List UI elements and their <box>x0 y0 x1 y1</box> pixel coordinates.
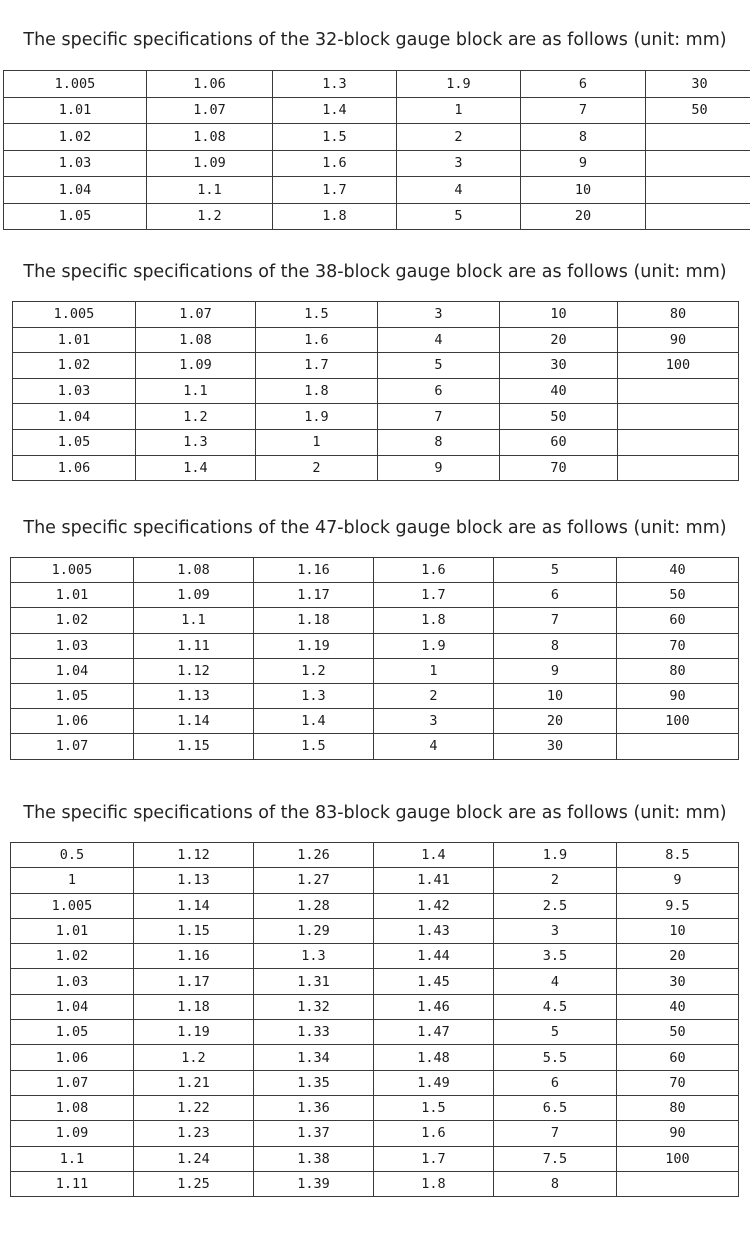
table-cell: 1.6 <box>256 327 378 353</box>
table-cell: 100 <box>617 1146 739 1171</box>
spec-32-table <box>3 70 750 230</box>
table-row <box>11 1045 739 1070</box>
table-cell: 1 <box>374 658 494 683</box>
table-cell: 30 <box>500 353 618 379</box>
table-cell: 1.14 <box>134 709 254 734</box>
table-cell: 70 <box>617 633 739 658</box>
table-cell: 40 <box>617 994 739 1019</box>
table-row <box>4 71 750 98</box>
spec-38-table <box>12 301 739 481</box>
table-cell: 1.08 <box>11 1095 134 1120</box>
table-cell: 1.8 <box>374 1171 494 1196</box>
table-row <box>11 1146 739 1171</box>
table-cell: 1.18 <box>254 608 374 633</box>
table-row <box>4 150 750 177</box>
table-cell: 1.9 <box>397 71 521 98</box>
table-cell: 1.4 <box>273 97 397 124</box>
table-cell: 1.07 <box>136 302 256 328</box>
table-cell: 8 <box>378 429 500 455</box>
table-cell: 1 <box>256 429 378 455</box>
table-cell: 1.2 <box>254 658 374 683</box>
table-cell: 1.22 <box>134 1095 254 1120</box>
table-cell: 1.13 <box>134 683 254 708</box>
table-cell: 7 <box>378 404 500 430</box>
spec-47-table <box>10 557 739 760</box>
table-cell: 30 <box>494 734 617 759</box>
table-cell: 1.16 <box>254 558 374 583</box>
table-cell: 20 <box>617 944 739 969</box>
table-cell: 1.15 <box>134 734 254 759</box>
table-cell: 2.5 <box>494 893 617 918</box>
table-cell: 1.04 <box>11 994 134 1019</box>
table-cell: 1.06 <box>13 455 136 481</box>
table-row <box>13 455 739 481</box>
table-row <box>11 608 739 633</box>
table-row <box>11 944 739 969</box>
table-cell: 1.07 <box>11 1070 134 1095</box>
table-cell: 1.33 <box>254 1020 374 1045</box>
table-cell: 1.34 <box>254 1045 374 1070</box>
table-cell: 1.09 <box>11 1121 134 1146</box>
table-cell: 1.2 <box>147 203 273 230</box>
table-row <box>11 918 739 943</box>
table-cell: 1.07 <box>11 734 134 759</box>
table-cell: 100 <box>617 709 739 734</box>
table-cell: 1.1 <box>134 608 254 633</box>
table-cell: 80 <box>618 302 739 328</box>
table-cell: 1.13 <box>134 868 254 893</box>
table-cell: 7 <box>494 608 617 633</box>
table-cell: 20 <box>500 327 618 353</box>
table-cell: 1.01 <box>13 327 136 353</box>
table-cell: 1.06 <box>11 709 134 734</box>
table-cell: 1.05 <box>13 429 136 455</box>
table-cell: 1.15 <box>134 918 254 943</box>
table-row <box>11 583 739 608</box>
table-cell: 1.5 <box>273 124 397 151</box>
table-cell: 60 <box>617 1045 739 1070</box>
table-cell: 1.37 <box>254 1121 374 1146</box>
table-cell: 50 <box>500 404 618 430</box>
table-cell: 100 <box>618 353 739 379</box>
table-cell: 50 <box>646 97 750 124</box>
table-cell: 1.08 <box>136 327 256 353</box>
table-cell <box>646 124 750 151</box>
table-cell: 30 <box>617 969 739 994</box>
table-cell: 1.31 <box>254 969 374 994</box>
table-cell <box>617 1171 739 1196</box>
table-cell: 1.7 <box>374 1146 494 1171</box>
table-cell: 2 <box>397 124 521 151</box>
table-cell: 1 <box>397 97 521 124</box>
table-cell: 1.2 <box>134 1045 254 1070</box>
table-cell: 8 <box>494 1171 617 1196</box>
table-cell: 5 <box>397 203 521 230</box>
table-cell: 50 <box>617 1020 739 1045</box>
table-cell: 1.06 <box>11 1045 134 1070</box>
table-row <box>11 1121 739 1146</box>
table-cell: 1.03 <box>4 150 147 177</box>
table-row <box>13 404 739 430</box>
table-cell: 90 <box>617 683 739 708</box>
table-cell: 30 <box>646 71 750 98</box>
table-cell: 1.5 <box>254 734 374 759</box>
table-cell: 1.45 <box>374 969 494 994</box>
table-cell: 1.1 <box>11 1146 134 1171</box>
table-cell: 1.19 <box>134 1020 254 1045</box>
table-cell: 1.6 <box>273 150 397 177</box>
table-cell: 60 <box>500 429 618 455</box>
table-cell: 1.36 <box>254 1095 374 1120</box>
table-cell: 6.5 <box>494 1095 617 1120</box>
table-cell: 9 <box>521 150 646 177</box>
table-cell <box>618 455 739 481</box>
table-cell: 1.04 <box>13 404 136 430</box>
table-cell: 1.42 <box>374 893 494 918</box>
table-cell <box>618 378 739 404</box>
table-cell: 1.9 <box>494 843 617 868</box>
table-cell: 1.27 <box>254 868 374 893</box>
table-cell: 1.05 <box>11 683 134 708</box>
table-cell: 1.08 <box>147 124 273 151</box>
table-cell: 6 <box>521 71 646 98</box>
table-row <box>11 843 739 868</box>
table-row <box>11 1020 739 1045</box>
table-cell: 6 <box>378 378 500 404</box>
table-cell: 5 <box>494 1020 617 1045</box>
table-cell: 90 <box>618 327 739 353</box>
table-row <box>11 994 739 1019</box>
table-cell: 2 <box>256 455 378 481</box>
table-cell: 20 <box>494 709 617 734</box>
table-cell: 8 <box>521 124 646 151</box>
table-cell: 1.9 <box>374 633 494 658</box>
table-cell: 1.03 <box>11 969 134 994</box>
table-cell: 40 <box>617 558 739 583</box>
table-cell: 1.3 <box>254 944 374 969</box>
table-cell <box>646 150 750 177</box>
table-cell: 1.43 <box>374 918 494 943</box>
table-cell: 1.02 <box>13 353 136 379</box>
table-cell: 1.4 <box>136 455 256 481</box>
table-cell: 1.7 <box>374 583 494 608</box>
table-cell: 5 <box>494 558 617 583</box>
table-cell: 0.5 <box>11 843 134 868</box>
table-cell <box>646 177 750 204</box>
table-cell: 1.7 <box>256 353 378 379</box>
table-cell: 4 <box>494 969 617 994</box>
table-cell: 1.12 <box>134 843 254 868</box>
spec-32-title: The specific specifications of the 32-block gauge block are as follows (unit: mm) <box>23 30 727 50</box>
table-cell: 5.5 <box>494 1045 617 1070</box>
table-cell: 1 <box>11 868 134 893</box>
table-cell: 1.3 <box>254 683 374 708</box>
table-cell: 1.44 <box>374 944 494 969</box>
table-cell: 1.24 <box>134 1146 254 1171</box>
table-cell: 1.09 <box>134 583 254 608</box>
table-cell: 1.25 <box>134 1171 254 1196</box>
spec-83-title: The specific specifications of the 83-block gauge block are as follows (unit: mm) <box>23 803 727 823</box>
table-cell: 3.5 <box>494 944 617 969</box>
table-cell: 3 <box>494 918 617 943</box>
table-cell: 1.17 <box>134 969 254 994</box>
table-cell: 1.4 <box>374 843 494 868</box>
table-cell: 1.21 <box>134 1070 254 1095</box>
table-row <box>11 734 739 759</box>
table-cell: 6 <box>494 1070 617 1095</box>
table-cell: 1.1 <box>147 177 273 204</box>
table-cell: 3 <box>374 709 494 734</box>
table-row <box>4 97 750 124</box>
table-cell: 1.47 <box>374 1020 494 1045</box>
table-cell: 1.02 <box>11 944 134 969</box>
table-cell: 4.5 <box>494 994 617 1019</box>
table-cell: 1.05 <box>11 1020 134 1045</box>
table-cell: 1.39 <box>254 1171 374 1196</box>
table-cell: 1.01 <box>4 97 147 124</box>
table-cell: 9 <box>617 868 739 893</box>
table-cell: 9.5 <box>617 893 739 918</box>
table-cell: 7.5 <box>494 1146 617 1171</box>
table-cell: 4 <box>397 177 521 204</box>
table-cell: 1.07 <box>147 97 273 124</box>
table-cell: 80 <box>617 658 739 683</box>
table-cell: 3 <box>378 302 500 328</box>
table-cell: 1.01 <box>11 583 134 608</box>
table-cell: 7 <box>494 1121 617 1146</box>
table-cell: 10 <box>500 302 618 328</box>
table-cell: 9 <box>378 455 500 481</box>
table-cell: 1.11 <box>134 633 254 658</box>
table-row <box>13 429 739 455</box>
table-cell: 1.005 <box>11 893 134 918</box>
table-cell: 1.41 <box>374 868 494 893</box>
table-cell: 3 <box>397 150 521 177</box>
table-cell: 1.06 <box>147 71 273 98</box>
table-cell: 1.005 <box>4 71 147 98</box>
table-cell: 1.05 <box>4 203 147 230</box>
table-row <box>11 633 739 658</box>
table-cell: 1.1 <box>136 378 256 404</box>
table-cell: 4 <box>374 734 494 759</box>
table-cell: 1.09 <box>136 353 256 379</box>
table-cell: 1.11 <box>11 1171 134 1196</box>
table-cell: 1.35 <box>254 1070 374 1095</box>
table-cell: 60 <box>617 608 739 633</box>
table-cell: 1.09 <box>147 150 273 177</box>
table-cell: 1.5 <box>374 1095 494 1120</box>
table-cell: 1.5 <box>256 302 378 328</box>
table-cell: 90 <box>617 1121 739 1146</box>
table-cell: 1.02 <box>11 608 134 633</box>
table-cell <box>646 203 750 230</box>
table-cell <box>618 404 739 430</box>
table-cell: 1.16 <box>134 944 254 969</box>
table-cell: 50 <box>617 583 739 608</box>
table-row <box>11 658 739 683</box>
table-cell: 1.32 <box>254 994 374 1019</box>
table-cell: 6 <box>494 583 617 608</box>
table-cell: 9 <box>494 658 617 683</box>
table-cell: 1.02 <box>4 124 147 151</box>
table-cell: 1.08 <box>134 558 254 583</box>
table-cell: 1.7 <box>273 177 397 204</box>
table-cell: 20 <box>521 203 646 230</box>
table-cell: 1.01 <box>11 918 134 943</box>
table-cell: 1.14 <box>134 893 254 918</box>
spec-38-title: The specific specifications of the 38-block gauge block are as follows (unit: mm) <box>23 262 727 282</box>
table-cell: 1.28 <box>254 893 374 918</box>
table-row <box>11 683 739 708</box>
table-cell: 70 <box>500 455 618 481</box>
table-row <box>13 353 739 379</box>
table-cell: 1.18 <box>134 994 254 1019</box>
table-cell: 80 <box>617 1095 739 1120</box>
table-cell: 1.005 <box>11 558 134 583</box>
table-cell: 1.04 <box>4 177 147 204</box>
table-cell: 1.12 <box>134 658 254 683</box>
table-cell: 10 <box>494 683 617 708</box>
table-cell: 1.03 <box>13 378 136 404</box>
table-cell: 1.29 <box>254 918 374 943</box>
table-cell: 70 <box>617 1070 739 1095</box>
table-cell: 1.49 <box>374 1070 494 1095</box>
table-cell <box>617 734 739 759</box>
table-cell: 1.04 <box>11 658 134 683</box>
table-row <box>11 868 739 893</box>
table-cell: 1.2 <box>136 404 256 430</box>
table-cell: 1.6 <box>374 1121 494 1146</box>
table-row <box>13 302 739 328</box>
spec-47-title: The specific specifications of the 47-block gauge block are as follows (unit: mm) <box>23 518 727 538</box>
table-cell: 1.3 <box>273 71 397 98</box>
table-cell: 10 <box>521 177 646 204</box>
table-cell: 1.005 <box>13 302 136 328</box>
table-cell: 2 <box>494 868 617 893</box>
table-row <box>11 1171 739 1196</box>
table-row <box>4 203 750 230</box>
table-cell: 1.6 <box>374 558 494 583</box>
table-row <box>11 893 739 918</box>
table-row <box>11 709 739 734</box>
table-cell: 7 <box>521 97 646 124</box>
table-row <box>11 969 739 994</box>
table-cell: 1.4 <box>254 709 374 734</box>
table-row <box>11 1070 739 1095</box>
table-row <box>11 1095 739 1120</box>
table-cell: 1.8 <box>256 378 378 404</box>
table-row <box>4 177 750 204</box>
table-cell: 1.9 <box>256 404 378 430</box>
table-cell: 1.3 <box>136 429 256 455</box>
table-cell: 1.46 <box>374 994 494 1019</box>
table-cell: 1.19 <box>254 633 374 658</box>
table-cell: 4 <box>378 327 500 353</box>
table-cell: 1.8 <box>374 608 494 633</box>
table-cell: 1.8 <box>273 203 397 230</box>
table-row <box>13 378 739 404</box>
table-cell: 10 <box>617 918 739 943</box>
table-row <box>11 558 739 583</box>
table-cell: 1.03 <box>11 633 134 658</box>
table-cell: 2 <box>374 683 494 708</box>
table-row <box>4 124 750 151</box>
table-row <box>13 327 739 353</box>
table-cell: 5 <box>378 353 500 379</box>
table-cell: 1.23 <box>134 1121 254 1146</box>
table-cell: 1.48 <box>374 1045 494 1070</box>
table-cell: 1.26 <box>254 843 374 868</box>
spec-83-table <box>10 842 739 1197</box>
table-cell: 1.17 <box>254 583 374 608</box>
table-cell: 40 <box>500 378 618 404</box>
table-cell: 8.5 <box>617 843 739 868</box>
table-cell: 1.38 <box>254 1146 374 1171</box>
table-cell: 8 <box>494 633 617 658</box>
table-cell <box>618 429 739 455</box>
